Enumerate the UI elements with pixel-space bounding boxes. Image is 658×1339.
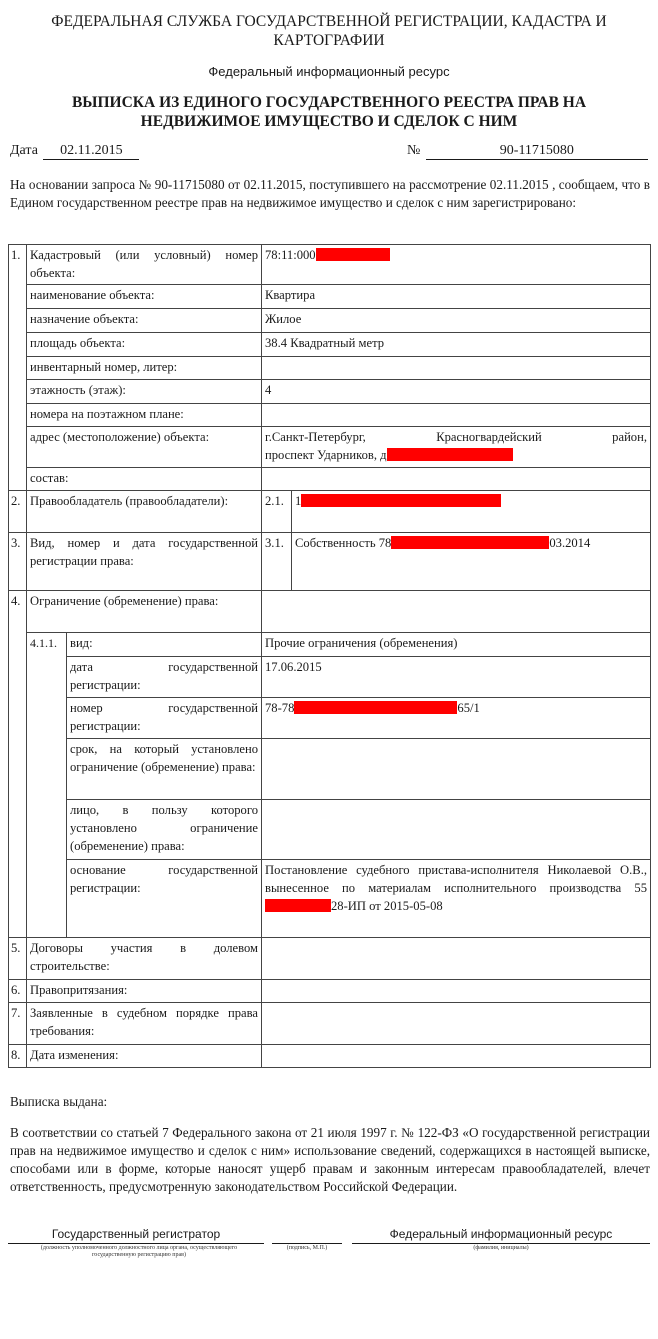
registrar-title: Государственный регистратор bbox=[51, 1227, 221, 1241]
encumbrance-type-value: Прочие ограничения (обременения) bbox=[262, 633, 651, 657]
redaction bbox=[301, 494, 501, 507]
reg-number-label: номер государственной регистрации: bbox=[67, 698, 262, 739]
term-label: срок, на который установлено ограничение (обременение) права: bbox=[67, 739, 262, 800]
row-number: 3. bbox=[9, 533, 27, 591]
encumbrance-type-label: вид: bbox=[67, 633, 262, 657]
signature-caption: (подпись, М.П.) bbox=[286, 1245, 328, 1251]
table-row bbox=[9, 739, 651, 800]
number-value: 90-11715080 bbox=[426, 143, 648, 160]
redaction bbox=[265, 899, 331, 912]
table-row bbox=[9, 980, 651, 1003]
redaction bbox=[294, 701, 457, 714]
holder-value: 1 bbox=[292, 491, 651, 533]
encumbrance-index: 4.1.1. bbox=[27, 633, 67, 938]
cadastral-value: 78:11:000 bbox=[262, 245, 651, 285]
shared-construction-label: Договоры участия в долевом строительстве: bbox=[27, 938, 262, 980]
table-row bbox=[9, 333, 651, 357]
table-row bbox=[9, 860, 651, 938]
change-date-label: Дата изменения: bbox=[27, 1045, 262, 1068]
name-caption: (фамилия, инициалы) bbox=[473, 1245, 529, 1251]
extract-table bbox=[8, 244, 651, 1068]
composition-label: состав: bbox=[27, 468, 262, 491]
row-number: 8. bbox=[9, 1045, 27, 1068]
registrar-line bbox=[8, 1243, 264, 1244]
court-claims-value bbox=[262, 1003, 651, 1045]
composition-value bbox=[262, 468, 651, 491]
basis-value: Постановление судебного пристава-исполнителя Николаевой О.В., вынесенное по материалам исполнительного производства 5528-ИП от 2015-05-08 bbox=[262, 860, 651, 938]
object-name-label: наименование объекта: bbox=[27, 285, 262, 309]
floor-plan-value bbox=[262, 404, 651, 427]
area-label: площадь объекта: bbox=[27, 333, 262, 357]
holder-index: 2.1. bbox=[262, 491, 292, 533]
table-row bbox=[9, 427, 651, 468]
table-row bbox=[9, 1003, 651, 1045]
table-row bbox=[9, 245, 651, 285]
reg-date-value: 17.06.2015 bbox=[262, 657, 651, 698]
table-row bbox=[9, 533, 651, 591]
change-date-value bbox=[262, 1045, 651, 1068]
holder-label: Правообладатель (правообладатели): bbox=[27, 491, 262, 533]
table-row bbox=[9, 800, 651, 860]
date-label: Дата bbox=[10, 143, 38, 158]
legal-notice: В соответствии со статьей 7 Федерального закона от 21 июля 1997 г. № 122-ФЗ «О государственной регистрации прав на недвижимое имущество и сделок с ним» использование сведений, содержащихся в настоящей выписке, способами или в форме, которые наносят ущерб правам и законным интересам правообладателей, влечет ответственность, предусмотренную законодательством Российской Федерации. bbox=[10, 1125, 650, 1194]
address-label: адрес (местоположение) объекта: bbox=[27, 427, 262, 468]
encumbrance-label: Ограничение (обременение) права: bbox=[27, 591, 262, 633]
row-number: 1. bbox=[9, 245, 27, 491]
table-row bbox=[9, 633, 651, 657]
redaction bbox=[391, 536, 549, 549]
name-line bbox=[352, 1243, 650, 1244]
cadastral-label: Кадастровый (или условный) номер объекта: bbox=[27, 245, 262, 285]
shared-construction-value bbox=[262, 938, 651, 980]
right-value: Собственность 78 03.2014 bbox=[292, 533, 651, 591]
table-row bbox=[9, 468, 651, 491]
right-label: Вид, номер и дата государственной регистрации права: bbox=[27, 533, 262, 591]
court-claims-label: Заявленные в судебном порядке права требования: bbox=[27, 1003, 262, 1045]
redaction bbox=[316, 248, 390, 261]
table-row bbox=[9, 1045, 651, 1068]
registrar-caption: (должность уполномоченного должностного лица органа, осуществляющего государственную регистрацию прав) bbox=[40, 1245, 238, 1258]
claims-label: Правопритязания: bbox=[27, 980, 262, 1003]
reg-date-label: дата государственной регистрации: bbox=[67, 657, 262, 698]
row-number: 2. bbox=[9, 491, 27, 533]
table-row bbox=[9, 404, 651, 427]
row-number: 6. bbox=[9, 980, 27, 1003]
date-value: 02.11.2015 bbox=[43, 143, 139, 160]
number-row bbox=[407, 143, 648, 160]
address-value: г.Санкт-Петербург, Красногвардейский район, проспект Ударников, д bbox=[262, 427, 651, 468]
inventory-value bbox=[262, 357, 651, 380]
floor-value: 4 bbox=[262, 380, 651, 404]
redaction bbox=[387, 448, 513, 461]
row-number: 7. bbox=[9, 1003, 27, 1045]
table-row bbox=[9, 938, 651, 980]
right-index: 3.1. bbox=[262, 533, 292, 591]
area-value: 38.4 Квадратный метр bbox=[262, 333, 651, 357]
claims-value bbox=[262, 980, 651, 1003]
table-row bbox=[9, 380, 651, 404]
beneficiary-label: лицо, в пользу которого установлено ограничение (обременение) права: bbox=[67, 800, 262, 860]
term-value bbox=[262, 739, 651, 800]
table-row bbox=[9, 657, 651, 698]
row-number: 4. bbox=[9, 591, 27, 938]
row-number: 5. bbox=[9, 938, 27, 980]
floor-label: этажность (этаж): bbox=[27, 380, 262, 404]
reg-number-value: 78-78 65/1 bbox=[262, 698, 651, 739]
table-row bbox=[9, 285, 651, 309]
document-title: ВЫПИСКА ИЗ ЕДИНОГО ГОСУДАРСТВЕННОГО РЕЕСТРА ПРАВ НА НЕДВИЖИМОЕ ИМУЩЕСТВО И СДЕЛОК С НИМ bbox=[71, 94, 587, 130]
table-row bbox=[9, 591, 651, 633]
purpose-label: назначение объекта: bbox=[27, 309, 262, 333]
table-row bbox=[9, 491, 651, 533]
footer-resource: Федеральный информационный ресурс bbox=[389, 1227, 613, 1241]
inventory-label: инвентарный номер, литер: bbox=[27, 357, 262, 380]
table-row bbox=[9, 698, 651, 739]
purpose-value: Жилое bbox=[262, 309, 651, 333]
resource-label: Федеральный информационный ресурс bbox=[208, 64, 450, 79]
agency-name: ФЕДЕРАЛЬНАЯ СЛУЖБА ГОСУДАРСТВЕННОЙ РЕГИСТРАЦИИ, КАДАСТРА И КАРТОГРАФИИ bbox=[51, 13, 607, 49]
floor-plan-label: номера на поэтажном плане: bbox=[27, 404, 262, 427]
date-row bbox=[10, 143, 139, 160]
number-label: № bbox=[407, 143, 421, 158]
table-row bbox=[9, 309, 651, 333]
intro-paragraph: На основании запроса № 90-11715080 от 02.11.2015, поступившего на рассмотрение 02.11.2015 , сообщаем, что в Едином государственном реестре прав на недвижимое имущество и сделок с ним зарегистрировано: bbox=[10, 177, 650, 210]
signature-line bbox=[272, 1243, 342, 1244]
object-name-value: Квартира bbox=[262, 285, 651, 309]
beneficiary-value bbox=[262, 800, 651, 860]
table-row bbox=[9, 357, 651, 380]
issued-label: Выписка выдана: bbox=[10, 1094, 108, 1109]
encumbrance-value bbox=[262, 591, 651, 633]
basis-label: основание государственной регистрации: bbox=[67, 860, 262, 938]
